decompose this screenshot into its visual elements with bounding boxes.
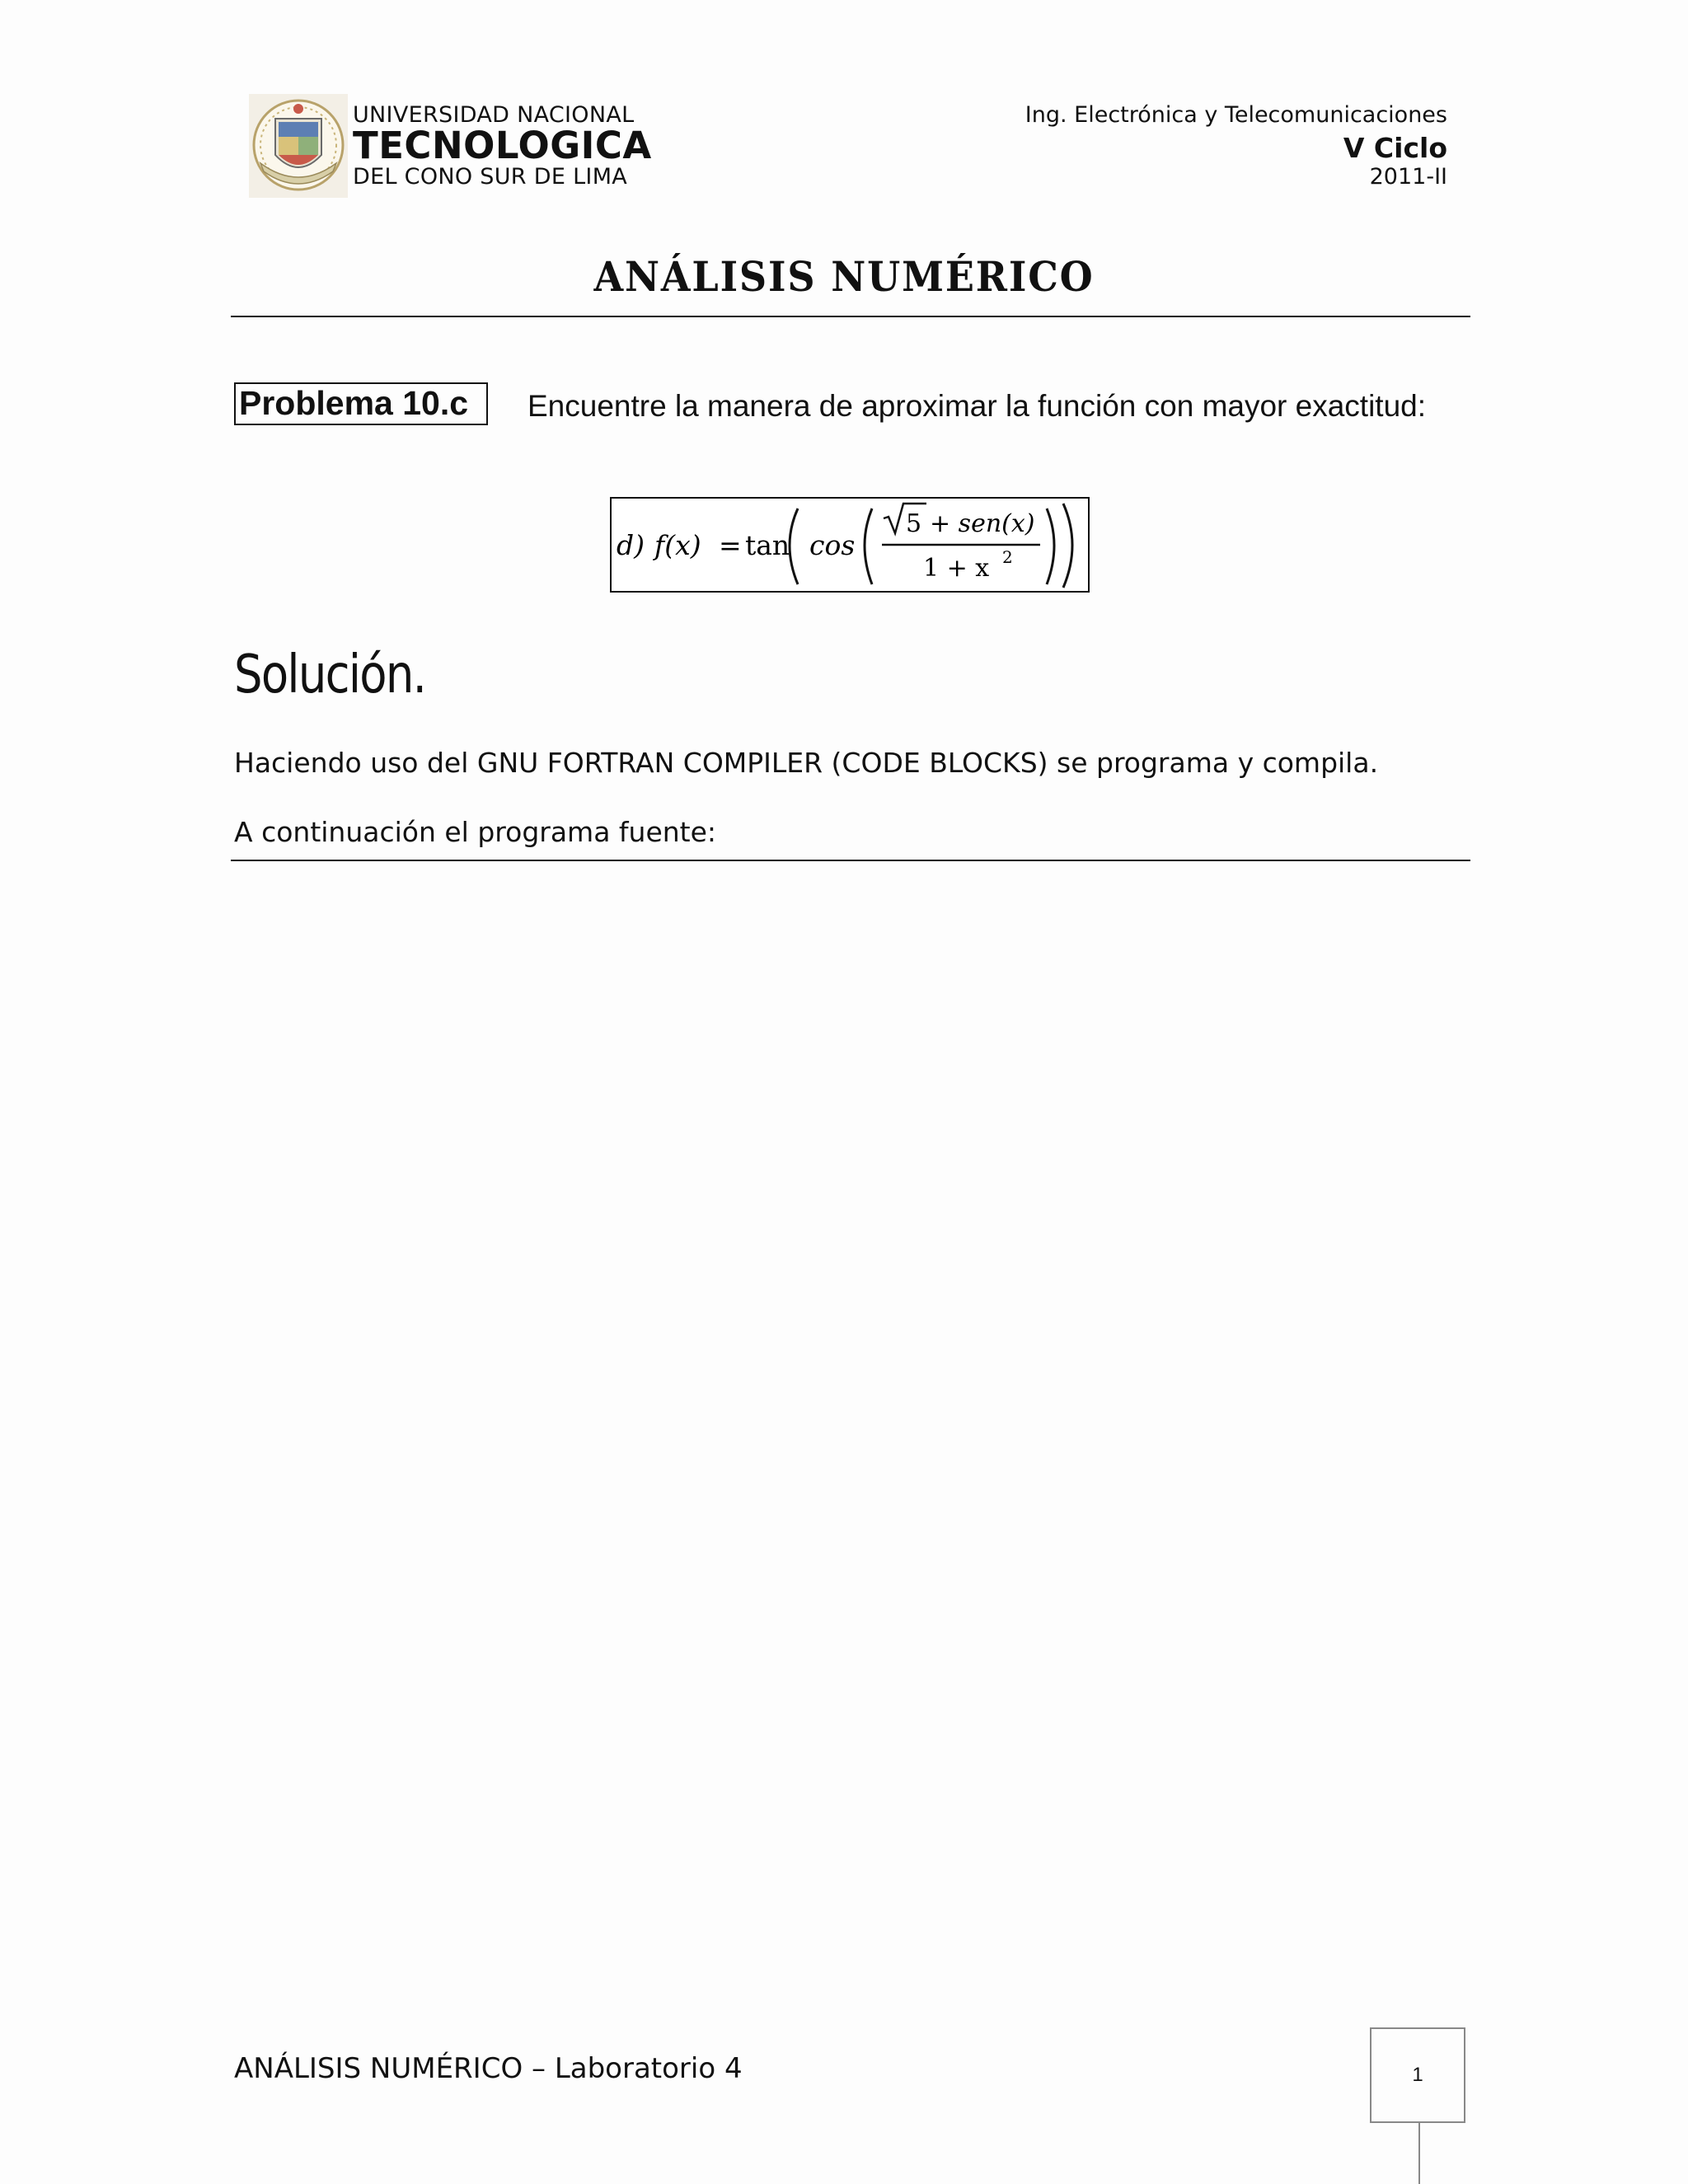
outer-right-paren (1063, 504, 1072, 588)
formula-tan: tan (745, 529, 790, 561)
denominator: 1 + x (923, 554, 990, 583)
formula-equals: = (719, 529, 742, 561)
page-title: ANÁLISIS NUMÉRICO (593, 252, 1095, 301)
solution-paragraph-2: A continuación el programa fuente: (234, 816, 717, 848)
university-name-line3: DEL CONO SUR DE LIMA (353, 164, 628, 190)
term-label: 2011-II (1369, 164, 1447, 190)
formula-item: d) (617, 529, 645, 561)
section-divider (231, 860, 1470, 861)
exponent: 2 (1002, 547, 1013, 567)
inner-right-paren (1047, 509, 1054, 584)
career-name: Ing. Electrónica y Telecomunicaciones (1025, 102, 1447, 128)
solution-paragraph-1: Haciendo uso del GNU FORTRAN COMPILER (CODE BLOCKS) se programa y compila. (234, 747, 1379, 779)
problem-label: Problema 10.c (234, 382, 488, 425)
university-crest-icon (249, 94, 348, 198)
formula (612, 499, 1088, 591)
numerator-rest: + sen(x) (930, 509, 1035, 538)
title-divider (231, 316, 1470, 317)
solution-heading: Solución. (234, 644, 426, 705)
formula-lhs: f(x) (654, 529, 701, 561)
formula-cos: cos (809, 529, 856, 561)
footer-title: ANÁLISIS NUMÉRICO – Laboratorio 4 (234, 2052, 743, 2085)
formula-box (610, 497, 1090, 593)
inner-left-paren (865, 509, 872, 584)
page-number: 1 (1370, 2027, 1465, 2123)
cycle-label: V Ciclo (1343, 132, 1447, 164)
university-name-line1: UNIVERSIDAD NACIONAL (353, 102, 635, 128)
university-name-line2: TECNOLOGICA (353, 124, 652, 167)
numerator-root: 5 (906, 509, 922, 538)
page-number-stem (1418, 2123, 1420, 2184)
problem-statement: Encuentre la manera de aproximar la función con mayor exactitud: (528, 389, 1427, 423)
outer-left-paren (790, 509, 798, 584)
